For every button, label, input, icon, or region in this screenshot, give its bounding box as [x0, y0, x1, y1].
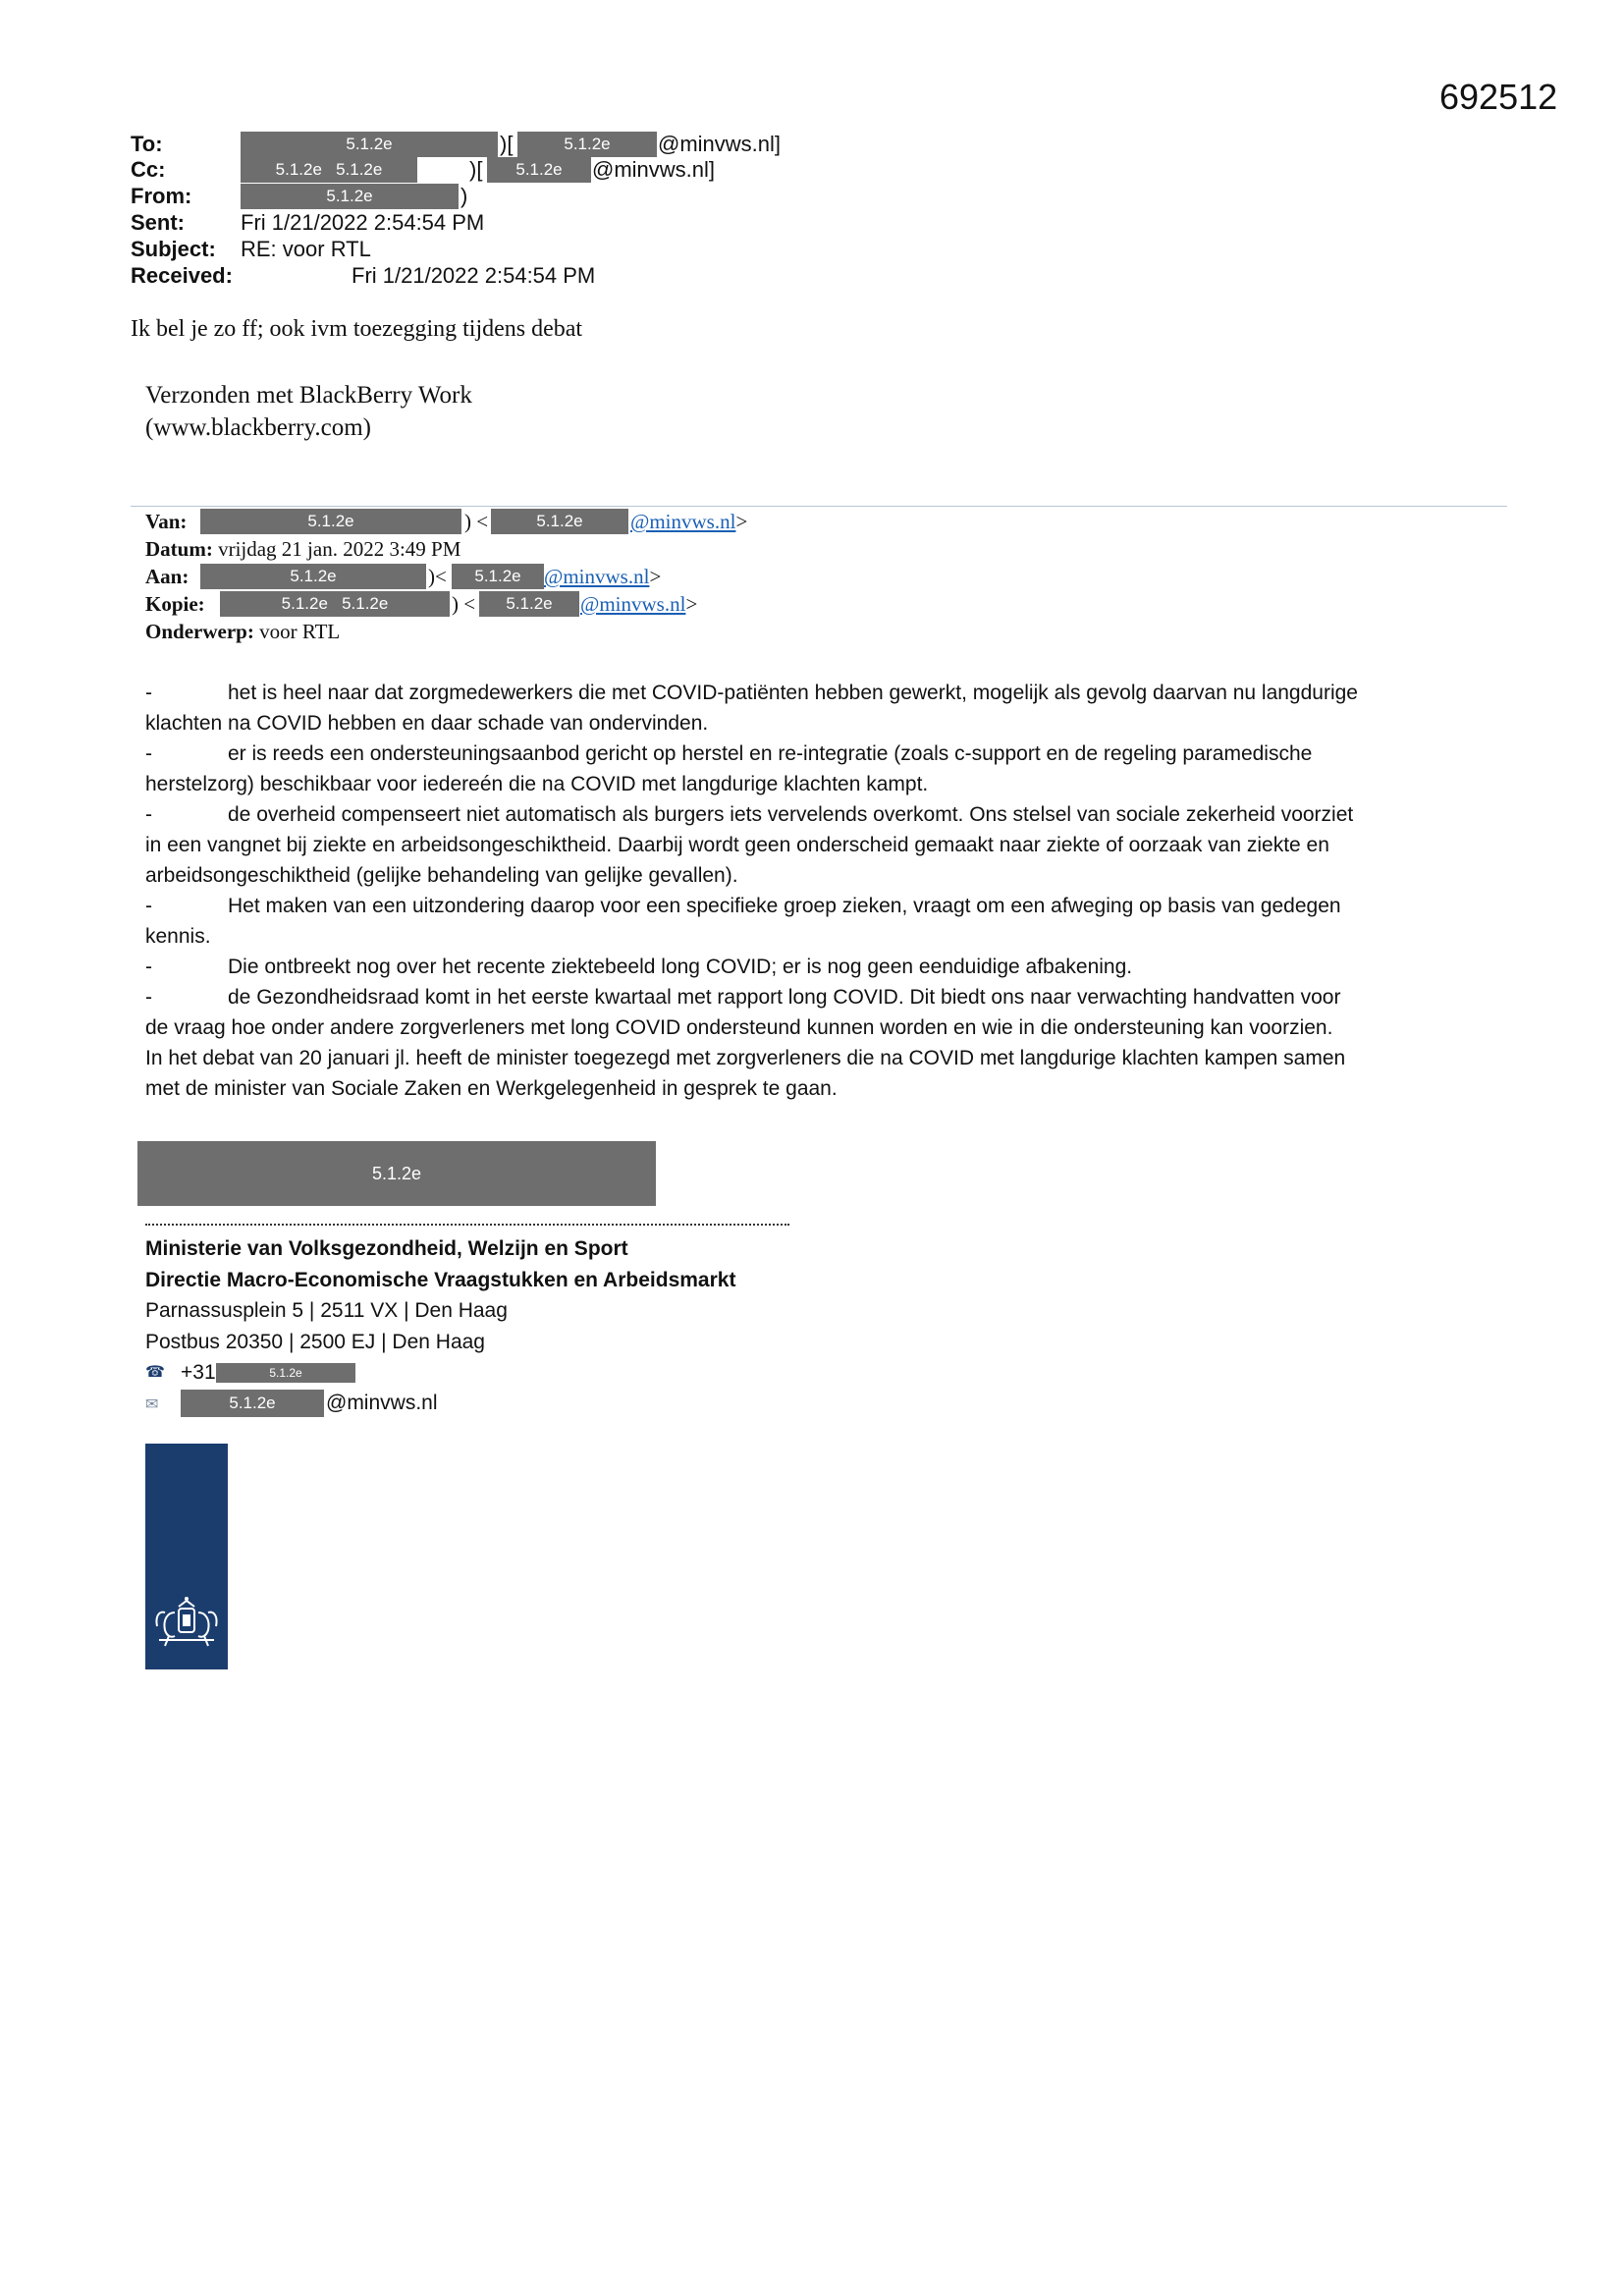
- footer-email-domain[interactable]: @minvws.nl: [326, 1392, 438, 1414]
- cc-domain: @minvws.nl]: [592, 157, 716, 182]
- redaction-box: 5.1.2e: [487, 157, 591, 183]
- redaction-code: 5.1.2e: [281, 594, 328, 613]
- top-email-header: [131, 132, 877, 289]
- bullet-text: Het maken van een uitzondering daarop voor een specifieke groep zieken, vraagt om een afweging op basis van gedegen: [228, 895, 1341, 917]
- bullet-item: [145, 799, 1520, 891]
- redaction-box: 5.1.2e: [452, 564, 544, 589]
- bullet-item: [145, 982, 1520, 1043]
- onderwerp-row: [145, 618, 340, 645]
- email-link[interactable]: @minvws.nl: [580, 592, 686, 616]
- closing-line: In het debat van 20 januari jl. heeft de minister toegezegd met zorgverleners die na COVID met langdurige klachten kampen samen: [145, 1047, 1346, 1069]
- redaction-box: 5.1.2e: [479, 591, 579, 617]
- redaction-box: 5.1.2e: [517, 132, 657, 157]
- sent-value: Fri 1/21/2022 2:54:54 PM: [241, 210, 485, 235]
- bullet-text: er is reeds een ondersteuningsaanbod gericht op herstel en re-integratie (zoals c-support en de regeling paramedische: [228, 742, 1313, 765]
- bullet-marker: -: [145, 956, 152, 978]
- bullet-list: [145, 678, 1520, 1104]
- address-line: Postbus 20350 | 2500 EJ | Den Haag: [145, 1330, 485, 1353]
- bullet-marker: -: [145, 895, 152, 917]
- footer: [145, 1233, 931, 1418]
- government-logo: [145, 1444, 228, 1669]
- bullet-marker: -: [145, 986, 152, 1009]
- redaction-code: 5.1.2e: [342, 594, 389, 613]
- bullet-text-cont: herstelzorg) beschikbaar voor iedereén die na COVID met langdurige klachten kampt.: [145, 773, 929, 795]
- from-label: From:: [131, 184, 192, 208]
- van-email: [630, 508, 747, 535]
- received-value: Fri 1/21/2022 2:54:54 PM: [352, 263, 596, 288]
- datum-row: [145, 535, 460, 563]
- redaction-box: 5.1.2e: [137, 1141, 656, 1206]
- redaction-box: [220, 591, 450, 617]
- cc-bracket: )[: [469, 157, 483, 182]
- redaction-box: [241, 157, 417, 183]
- subject-value: RE: voor RTL: [241, 237, 371, 261]
- aan-label: Aan:: [145, 565, 189, 588]
- bullet-item: [145, 952, 1520, 982]
- redaction-code: 5.1.2e: [336, 160, 383, 179]
- van-label: Van:: [145, 510, 188, 533]
- datum-value: vrijdag 21 jan. 2022 3:49 PM: [218, 537, 461, 561]
- subject-label: Subject:: [131, 237, 216, 261]
- dotted-divider: [145, 1224, 789, 1226]
- to-bracket: )[: [500, 132, 514, 156]
- kopie-bracket: ) <: [452, 592, 476, 616]
- close-bracket: >: [685, 592, 698, 616]
- kopie-label: Kopie:: [145, 592, 205, 616]
- document-id: 692512: [1439, 77, 1558, 117]
- signature-line: (www.blackberry.com): [145, 414, 371, 441]
- directorate-name: Directie Macro-Economische Vraagstukken en Arbeidsmarkt: [145, 1268, 736, 1291]
- to-label: To:: [131, 132, 163, 156]
- divider: [131, 506, 1507, 507]
- redaction-box: 5.1.2e: [181, 1390, 324, 1417]
- from-bracket: ): [460, 184, 468, 208]
- bullet-text-cont: arbeidsongeschiktheid (gelijke behandeling van gelijke gevallen).: [145, 864, 738, 887]
- email-signature: [145, 379, 472, 444]
- closing-paragraph: [145, 1043, 1520, 1104]
- redaction-box: 5.1.2e: [200, 509, 461, 534]
- bullet-text-cont: klachten na COVID hebben en daar schade van ondervinden.: [145, 712, 709, 735]
- bullet-item: [145, 891, 1520, 952]
- bullet-item: [145, 738, 1520, 799]
- bullet-text-cont: de vraag hoe onder andere zorgverleners met long COVID ondersteund kunnen worden en wie in die ondersteuning kan voorzien.: [145, 1016, 1333, 1039]
- bullet-marker: -: [145, 742, 152, 765]
- to-domain: @minvws.nl]: [658, 132, 782, 156]
- quoted-email-header: [145, 508, 931, 650]
- email-link[interactable]: @minvws.nl: [630, 510, 736, 533]
- email-link[interactable]: @minvws.nl: [544, 565, 650, 588]
- bullet-marker: -: [145, 803, 152, 826]
- bullet-text: de overheid compenseert niet automatisch als burgers iets vervelends overkomt. Ons stelsel van sociale zekerheid voorziet: [228, 803, 1354, 826]
- email-body: Ik bel je zo ff; ook ivm toezegging tijdens debat: [131, 316, 583, 342]
- ministry-name: Ministerie van Volksgezondheid, Welzijn en Sport: [145, 1237, 628, 1260]
- close-bracket: >: [735, 510, 748, 533]
- received-label: Received:: [131, 263, 233, 288]
- datum-label: Datum:: [145, 537, 213, 561]
- redaction-code: 5.1.2e: [275, 160, 322, 179]
- redaction-box: 5.1.2e: [200, 564, 426, 589]
- bullet-marker: -: [145, 682, 152, 704]
- address-line: Parnassusplein 5 | 2511 VX | Den Haag: [145, 1299, 508, 1322]
- redaction-box: 5.1.2e: [216, 1363, 355, 1383]
- phone-prefix: +31: [181, 1361, 216, 1384]
- bullet-item: [145, 678, 1520, 738]
- signature-line: Verzonden met BlackBerry Work: [145, 382, 472, 409]
- email-row: [145, 1388, 931, 1418]
- bullet-text: het is heel naar dat zorgmedewerkers die met COVID-patiënten hebben gewerkt, mogelijk als gevolg daarvan nu langdurige: [228, 682, 1358, 704]
- kopie-email: [580, 590, 697, 618]
- redaction-box: 5.1.2e: [241, 184, 459, 209]
- cc-label: Cc:: [131, 157, 166, 182]
- bullet-text: de Gezondheidsraad komt in het eerste kwartaal met rapport long COVID. Dit biedt ons naar verwachting handvatten voor: [228, 986, 1341, 1009]
- phone-row: [145, 1357, 931, 1388]
- closing-line: met de minister van Sociale Zaken en Werkgelegenheid in gesprek te gaan.: [145, 1077, 838, 1100]
- aan-bracket: )<: [428, 565, 447, 588]
- bullet-text: Die ontbreekt nog over het recente ziektebeeld long COVID; er is nog geen eenduidige afbakening.: [228, 956, 1133, 978]
- onderwerp-value: voor RTL: [259, 620, 341, 643]
- mail-icon: ✉: [145, 1396, 159, 1413]
- van-bracket: ) <: [464, 510, 489, 533]
- redaction-box: 5.1.2e: [241, 132, 498, 157]
- bullet-text-cont: kennis.: [145, 925, 211, 948]
- sent-label: Sent:: [131, 210, 185, 235]
- coat-of-arms-icon: [145, 1444, 228, 1669]
- phone-icon: ☎: [145, 1364, 165, 1381]
- onderwerp-label: Onderwerp:: [145, 620, 254, 643]
- bullet-text-cont: in een vangnet bij ziekte en arbeidsongeschiktheid. Daarbij wordt geen onderscheid gemaakt naar ziekte of oorzaak van ziekte en: [145, 834, 1329, 856]
- redaction-box: 5.1.2e: [491, 509, 628, 534]
- close-bracket: >: [649, 565, 662, 588]
- aan-email: [544, 563, 661, 590]
